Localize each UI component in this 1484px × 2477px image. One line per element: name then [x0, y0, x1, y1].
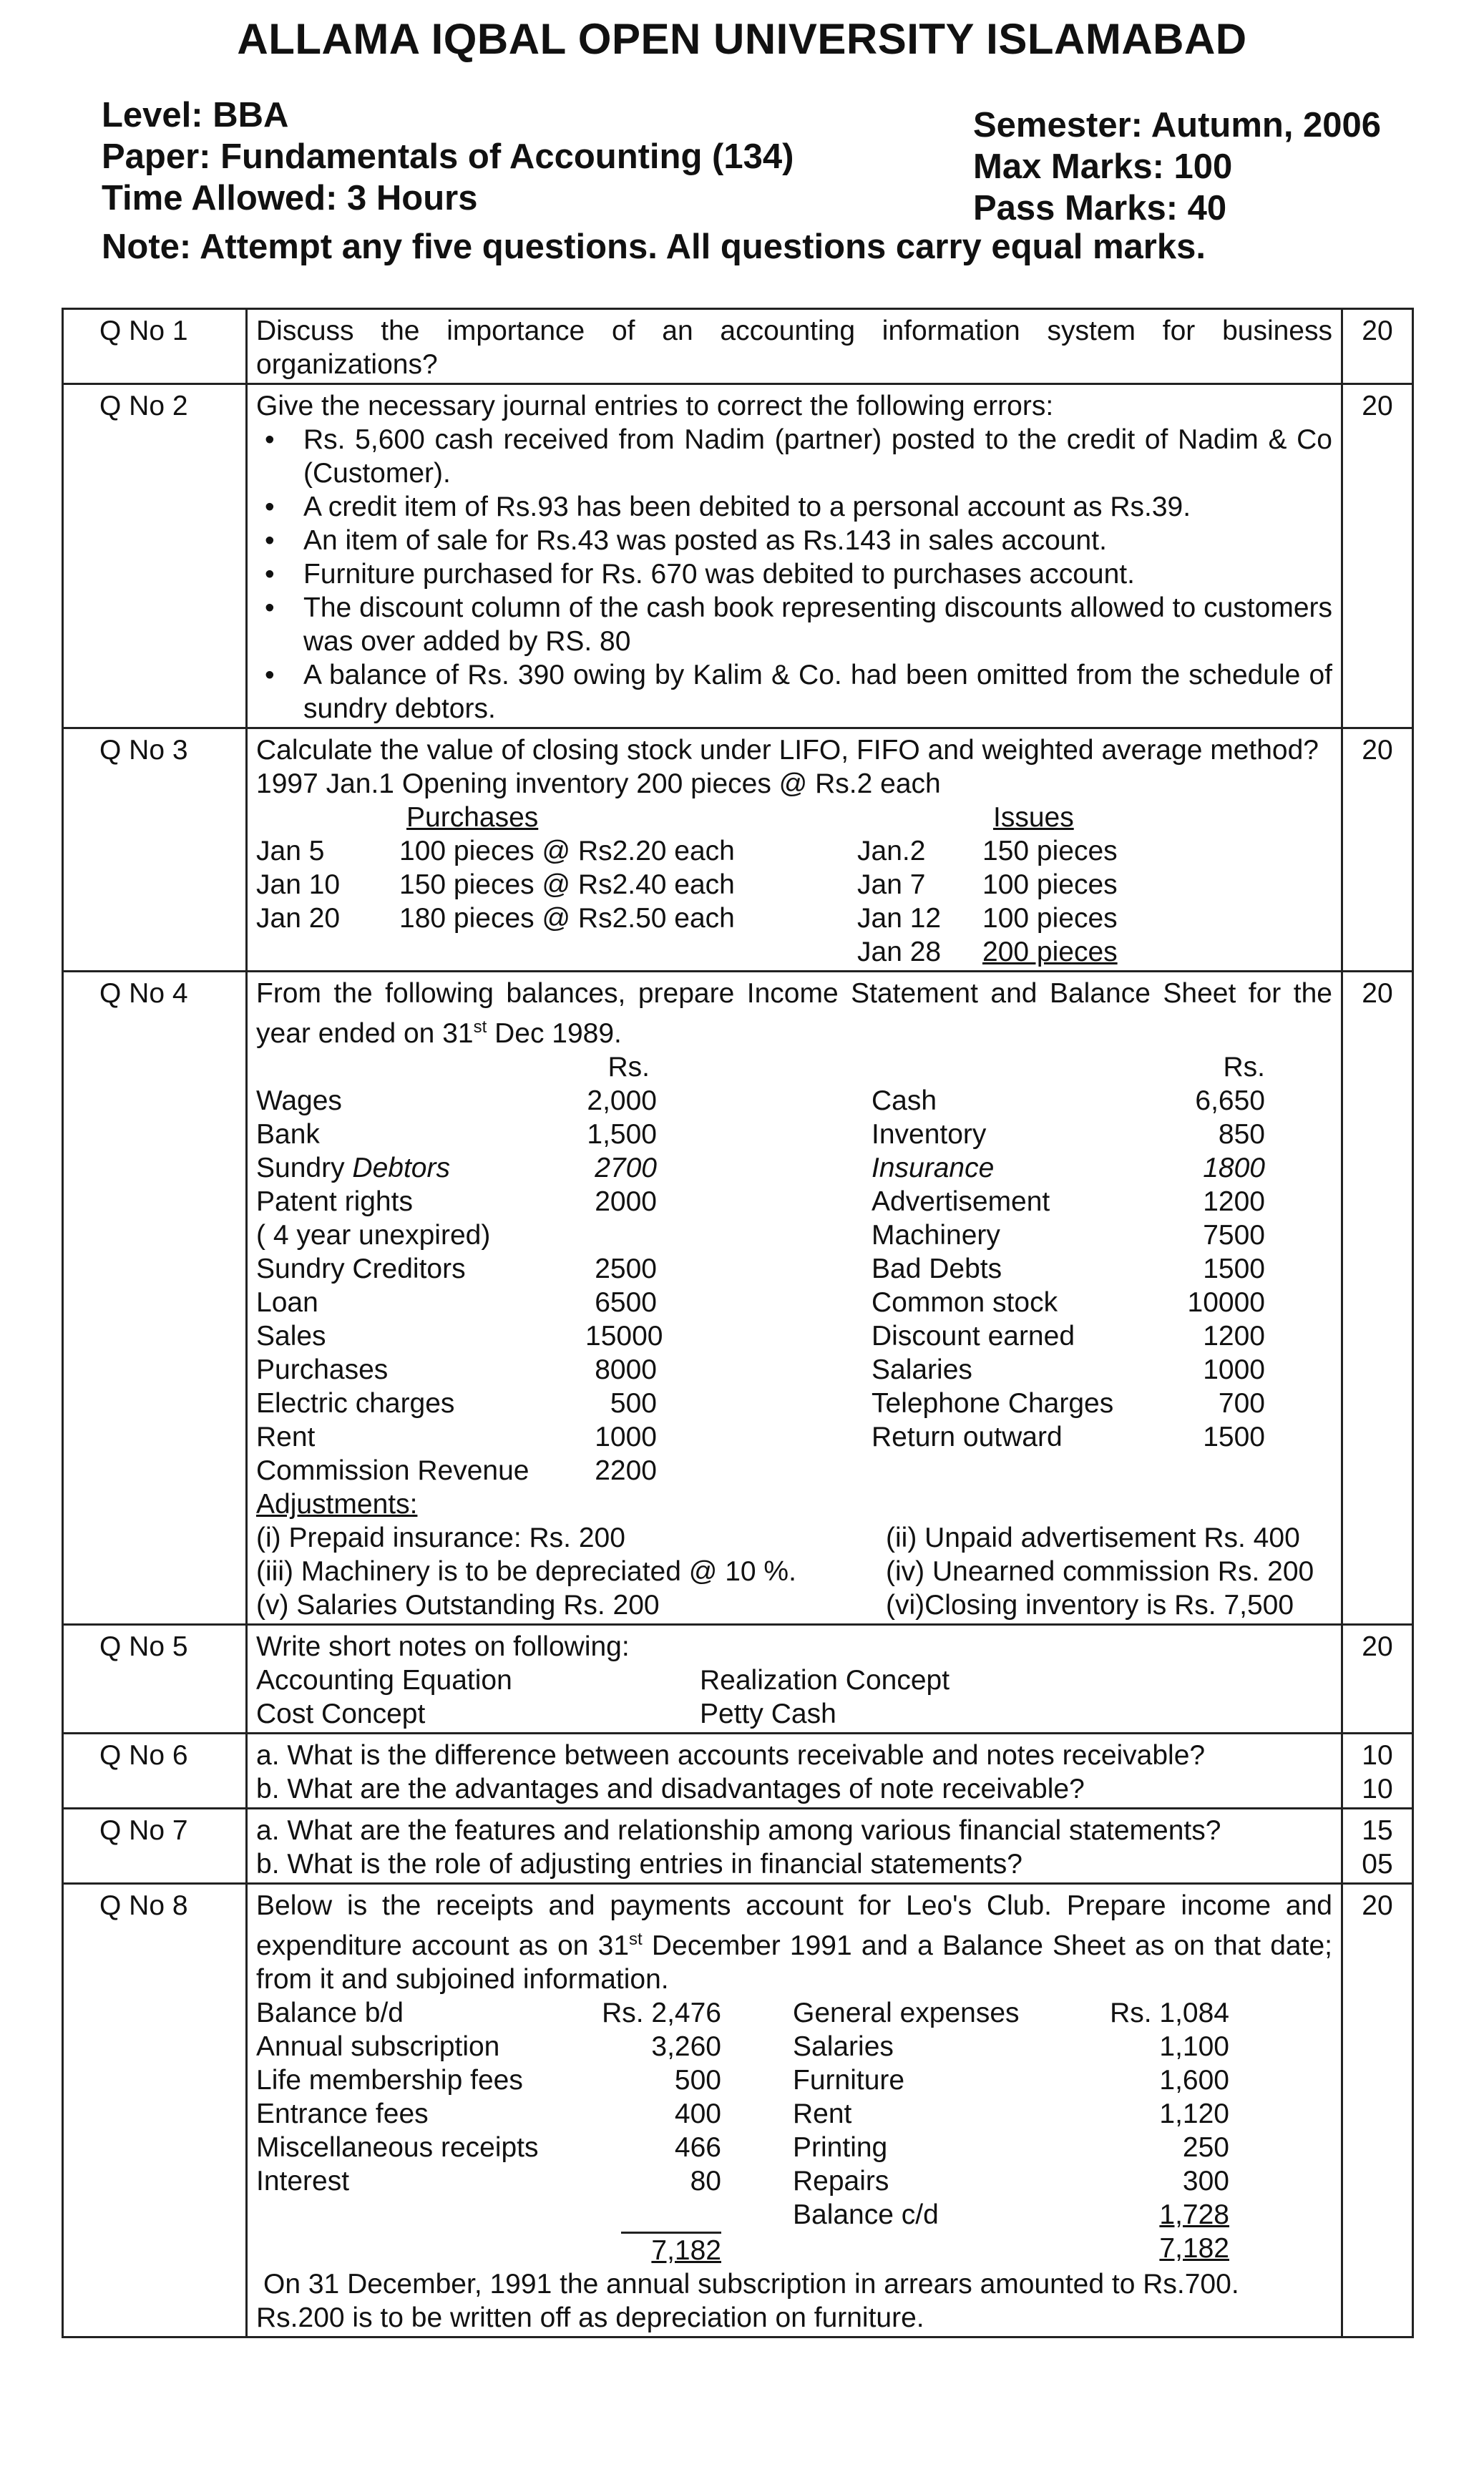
question-marks: 20 — [1342, 309, 1413, 384]
purchase-date: Jan 10 — [256, 869, 341, 900]
question-row-8 — [63, 1884, 1413, 2337]
receipts-payments — [256, 1996, 1332, 2267]
question-part-a: a. What is the difference between accounts receivable and notes receivable? — [256, 1740, 1206, 1771]
opening-inventory: 1997 Jan.1 Opening inventory 200 pieces @ Rs.2 each — [256, 768, 941, 799]
question-number: Q No 7 — [63, 1809, 247, 1884]
question-number: Q No 5 — [63, 1625, 247, 1734]
payments-total: 7,182 — [1159, 2233, 1229, 2264]
semester-text: Semester: Autumn, 2006 — [973, 106, 1382, 145]
question-text: Discuss the importance of an accounting information system for business organizations? — [247, 309, 1342, 384]
issue-date: Jan 7 — [857, 869, 926, 900]
question-marks: 20 — [1342, 1625, 1413, 1734]
list-item: • A balance of Rs. 390 owing by Kalim & Co. had been omitted from the schedule of sundry debtors. — [303, 658, 1332, 725]
adjustment-row: (v) Salaries Outstanding Rs. 200 (vi)Closing inventory is Rs. 7,500 — [256, 1590, 1294, 1621]
question-body — [247, 1625, 1342, 1734]
subjoined-info: On 31 December, 1991 the annual subscription in arrears amounted to Rs.700. — [263, 2269, 1239, 2300]
error-list — [256, 423, 1332, 725]
note-topic: Realization Concept — [700, 1665, 950, 1696]
list-item: • Rs. 5,600 cash received from Nadim (partner) posted to the credit of Nadim & Co (Customer). — [303, 423, 1332, 490]
questions-table — [62, 308, 1414, 2338]
question-number: Q No 8 — [63, 1884, 247, 2337]
question-row-4 — [63, 972, 1413, 1625]
question-row-5 — [63, 1625, 1413, 1734]
max-marks-text: Max Marks: 100 — [973, 147, 1233, 186]
list-item: • Furniture purchased for Rs. 670 was debited to purchases account. — [303, 557, 1332, 591]
question-number: Q No 4 — [63, 972, 247, 1625]
issue-date: Jan 28 — [857, 937, 942, 967]
adjustment-row: (i) Prepaid insurance: Rs. 200 (ii) Unpaid advertisement Rs. 400 — [256, 1523, 1300, 1553]
issue-desc: 200 pieces — [982, 937, 1118, 967]
question-number: Q No 1 — [63, 309, 247, 384]
question-body — [247, 1734, 1342, 1809]
note-topic: Accounting Equation — [256, 1665, 512, 1696]
question-row-6 — [63, 1734, 1413, 1809]
question-body — [247, 384, 1342, 728]
question-row-1 — [63, 309, 1413, 384]
list-item: • An item of sale for Rs.43 was posted as Rs.143 in sales account. — [303, 524, 1332, 557]
inventory-row — [256, 868, 1332, 902]
purchase-date: Jan 20 — [256, 903, 341, 934]
question-marks: 20 — [1342, 972, 1413, 1625]
exam-info-left — [102, 94, 794, 219]
rs-header: Rs. — [1223, 1052, 1265, 1083]
balances — [256, 1084, 1332, 1487]
question-text: Calculate the value of closing stock under LIFO, FIFO and weighted average method? — [256, 735, 1319, 766]
time-text: Time Allowed: 3 Hours — [102, 179, 478, 218]
question-intro: Give the necessary journal entries to correct the following errors: — [256, 391, 1054, 421]
question-row-3 — [63, 728, 1413, 972]
question-marks: 20 — [1342, 1884, 1413, 2337]
question-row-2 — [63, 384, 1413, 728]
rs-header: Rs. — [607, 1052, 650, 1083]
issue-date: Jan 12 — [857, 903, 942, 934]
list-item: • The discount column of the cash book representing discounts allowed to customers was over added by RS. 80 — [303, 591, 1332, 658]
question-body — [247, 728, 1342, 972]
pass-marks-text: Pass Marks: 40 — [973, 189, 1227, 228]
issue-desc: 100 pieces — [982, 903, 1118, 934]
issue-date: Jan.2 — [857, 836, 926, 866]
payments-column: General expenses Rs. 1,084 Salaries 1,100 Furniture 1,600 Rent 1,120 Printing 250 Repairs 300 Balance c/d 1,728 7,182 — [793, 1998, 1229, 2264]
question-text: From the following balances, prepare Income Statement and Balance Sheet for the year ended on 31st Dec 1989. — [256, 978, 1332, 1049]
issue-desc: 150 pieces — [982, 836, 1118, 866]
subjoined-info: Rs.200 is to be written off as depreciation on furniture. — [256, 2302, 924, 2333]
inventory-row — [256, 902, 1332, 935]
question-part-b: b. What is the role of adjusting entries in financial statements? — [256, 1849, 1022, 1880]
issue-desc: 100 pieces — [982, 869, 1118, 900]
question-part-a: a. What are the features and relationship among various financial statements? — [256, 1815, 1221, 1846]
purchase-desc: 150 pieces @ Rs2.40 each — [399, 869, 735, 900]
question-text: Below is the receipts and payments account for Leo's Club. Prepare income and expenditure account as on 31st December 1991 and a Balance Sheet as on that date; from it and subjoined information. — [256, 1890, 1332, 1995]
page-title: ALLAMA IQBAL OPEN UNIVERSITY ISLAMABAD — [237, 15, 1247, 63]
list-item: • A credit item of Rs.93 has been debited to a personal account as Rs.39. — [303, 490, 1332, 524]
inventory-headings — [256, 801, 1332, 834]
note-topic: Petty Cash — [700, 1699, 836, 1729]
adjustments-heading: Adjustments: — [256, 1489, 418, 1520]
question-marks: 10 10 — [1342, 1734, 1413, 1809]
question-marks: 15 05 — [1342, 1809, 1413, 1884]
question-number: Q No 2 — [63, 384, 247, 728]
question-body — [247, 972, 1342, 1625]
adjustment-row: (iii) Machinery is to be depreciated @ 10 %. (iv) Unearned commission Rs. 200 — [256, 1556, 1314, 1587]
exam-info-right — [973, 104, 1381, 229]
inventory-row — [256, 834, 1332, 868]
instruction-note: Note: Attempt any five questions. All questions carry equal marks. — [102, 228, 1206, 266]
receipts-column: Balance b/d Rs. 2,476 Annual subscription 3,260 Life membership fees 500 Entrance fees 400 Miscellaneous receipts 466 Interest 80 7,182 — [256, 1998, 721, 2266]
issues-heading: Issues — [993, 802, 1074, 833]
question-number: Q No 6 — [63, 1734, 247, 1809]
question-row-7 — [63, 1809, 1413, 1884]
question-marks: 20 — [1342, 384, 1413, 728]
balances-right: Cash 6,650 Inventory 850 Insurance 1800 Advertisement 1200 Machinery 7500 Bad Debts 1500 Common stock 10000 Discount earned 1200 Salaries 1000 Telephone Charges 700 Return outward 1500 — [872, 1085, 1265, 1452]
note-topic: Cost Concept — [256, 1699, 426, 1729]
question-body — [247, 1809, 1342, 1884]
paper-text: Paper: Fundamentals of Accounting (134) — [102, 137, 794, 176]
purchase-date: Jan 5 — [256, 836, 325, 866]
question-number: Q No 3 — [63, 728, 247, 972]
level-text: Level: BBA — [102, 96, 289, 135]
purchase-desc: 180 pieces @ Rs2.50 each — [399, 903, 735, 934]
currency-headers — [256, 1050, 1332, 1084]
inventory-row — [256, 935, 1332, 969]
question-text: Write short notes on following: — [256, 1631, 630, 1662]
question-marks: 20 — [1342, 728, 1413, 972]
question-part-b: b. What are the advantages and disadvantages of note receivable? — [256, 1774, 1085, 1804]
purchases-heading: Purchases — [406, 802, 539, 833]
receipts-total: 7,182 — [651, 2235, 721, 2266]
question-body — [247, 1884, 1342, 2337]
balances-left: Wages 2,000 Bank 1,500 Sundry Debtors 2700 Patent rights 2000 ( 4 year unexpired) Sundry Creditors 2500 Loan 6500 Sales 15000 Purchases 8000 Electric charges 500 Rent 1000 Commission Revenue 2200 — [256, 1085, 663, 1486]
purchase-desc: 100 pieces @ Rs2.20 each — [399, 836, 735, 866]
